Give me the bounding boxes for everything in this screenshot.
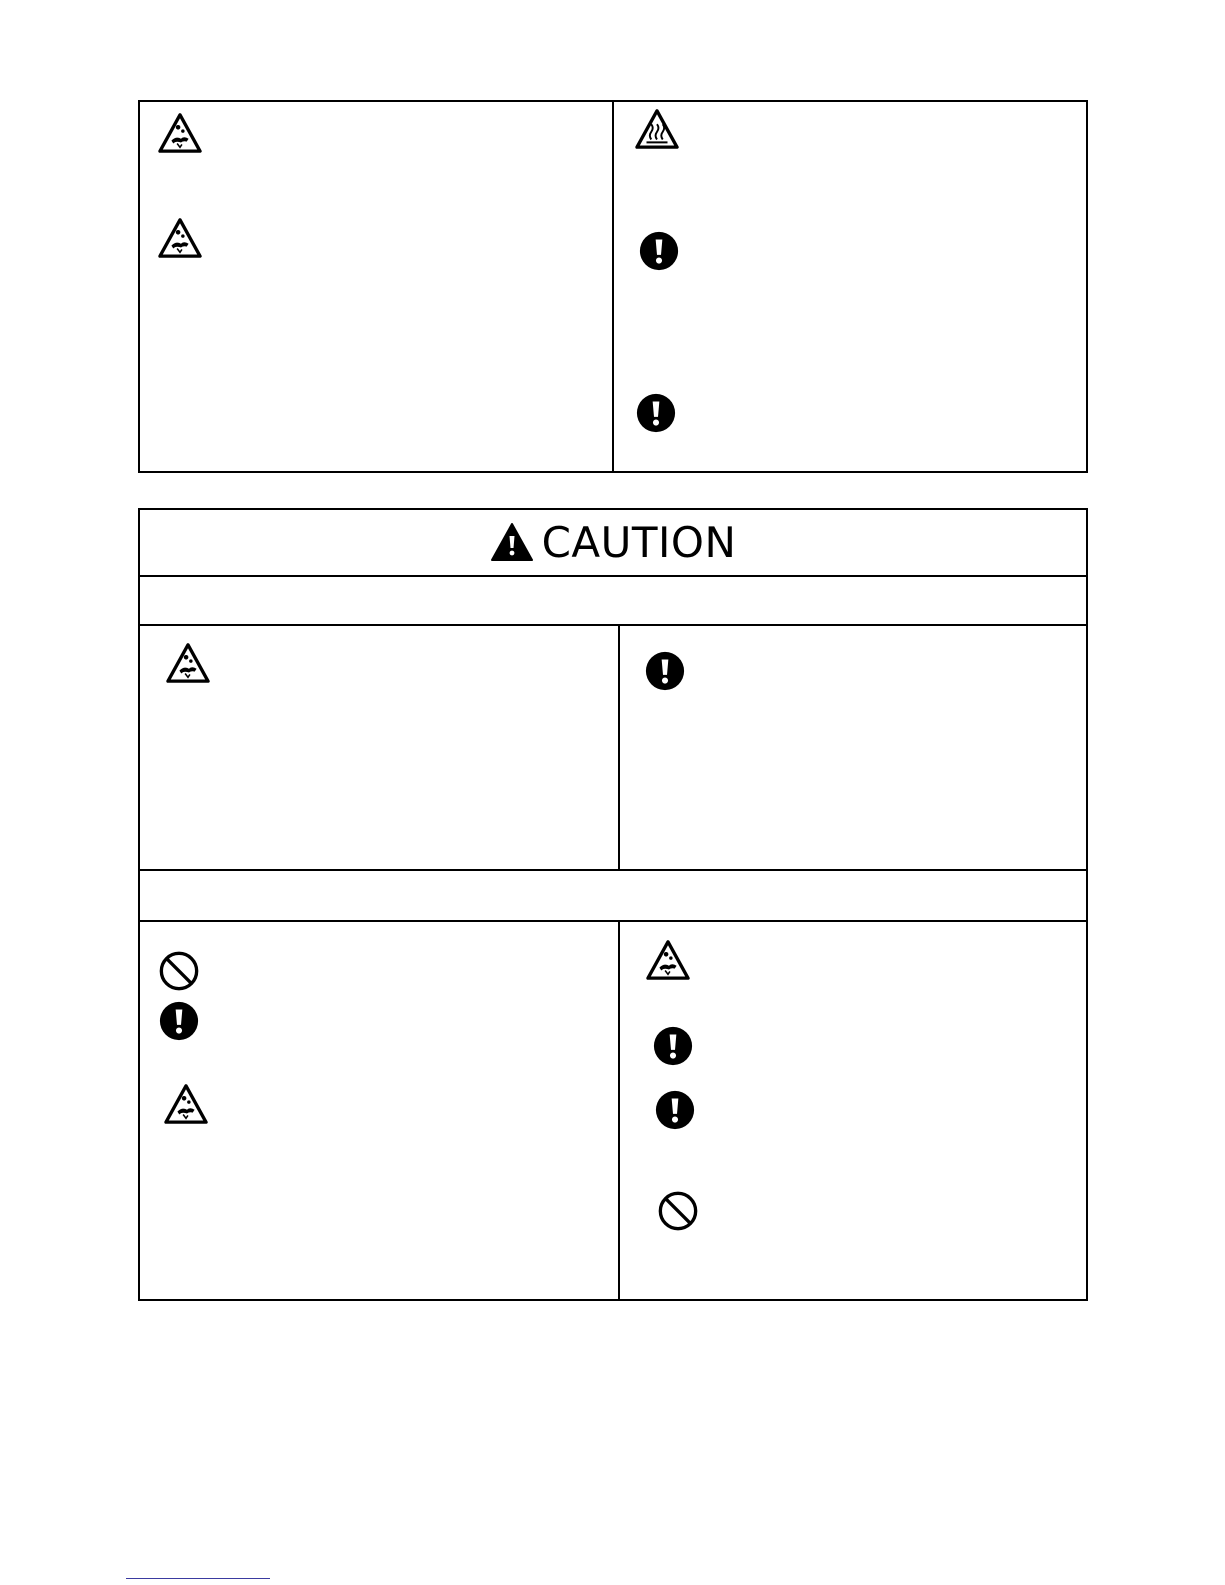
section-2-top-rule xyxy=(138,869,1088,871)
caution-triangle-icon xyxy=(490,522,534,562)
caution-heading-rule xyxy=(138,575,1088,577)
section-2-rule xyxy=(138,920,1088,922)
mandatory-icon xyxy=(644,650,686,692)
section-2-divider xyxy=(618,920,620,1301)
caution-heading-text: CAUTION xyxy=(541,518,737,567)
footer-rule xyxy=(126,1578,270,1579)
caution-panel xyxy=(138,508,1088,1301)
mandatory-icon xyxy=(635,392,677,434)
hot-surface-icon xyxy=(633,108,681,150)
section-1-divider xyxy=(618,624,620,870)
prohibition-icon xyxy=(158,950,200,992)
hand-hazard-icon xyxy=(165,642,211,684)
mandatory-icon xyxy=(158,1000,200,1042)
hand-hazard-icon xyxy=(157,217,203,259)
mandatory-icon xyxy=(638,230,680,272)
top-panel-divider xyxy=(612,100,614,473)
hand-hazard-icon xyxy=(163,1083,209,1125)
hand-hazard-icon xyxy=(157,112,203,154)
hand-hazard-icon xyxy=(645,939,691,981)
mandatory-icon xyxy=(654,1089,696,1131)
prohibition-icon xyxy=(657,1190,699,1232)
mandatory-icon xyxy=(652,1025,694,1067)
section-1-rule xyxy=(138,624,1088,626)
caution-heading xyxy=(138,512,1088,574)
